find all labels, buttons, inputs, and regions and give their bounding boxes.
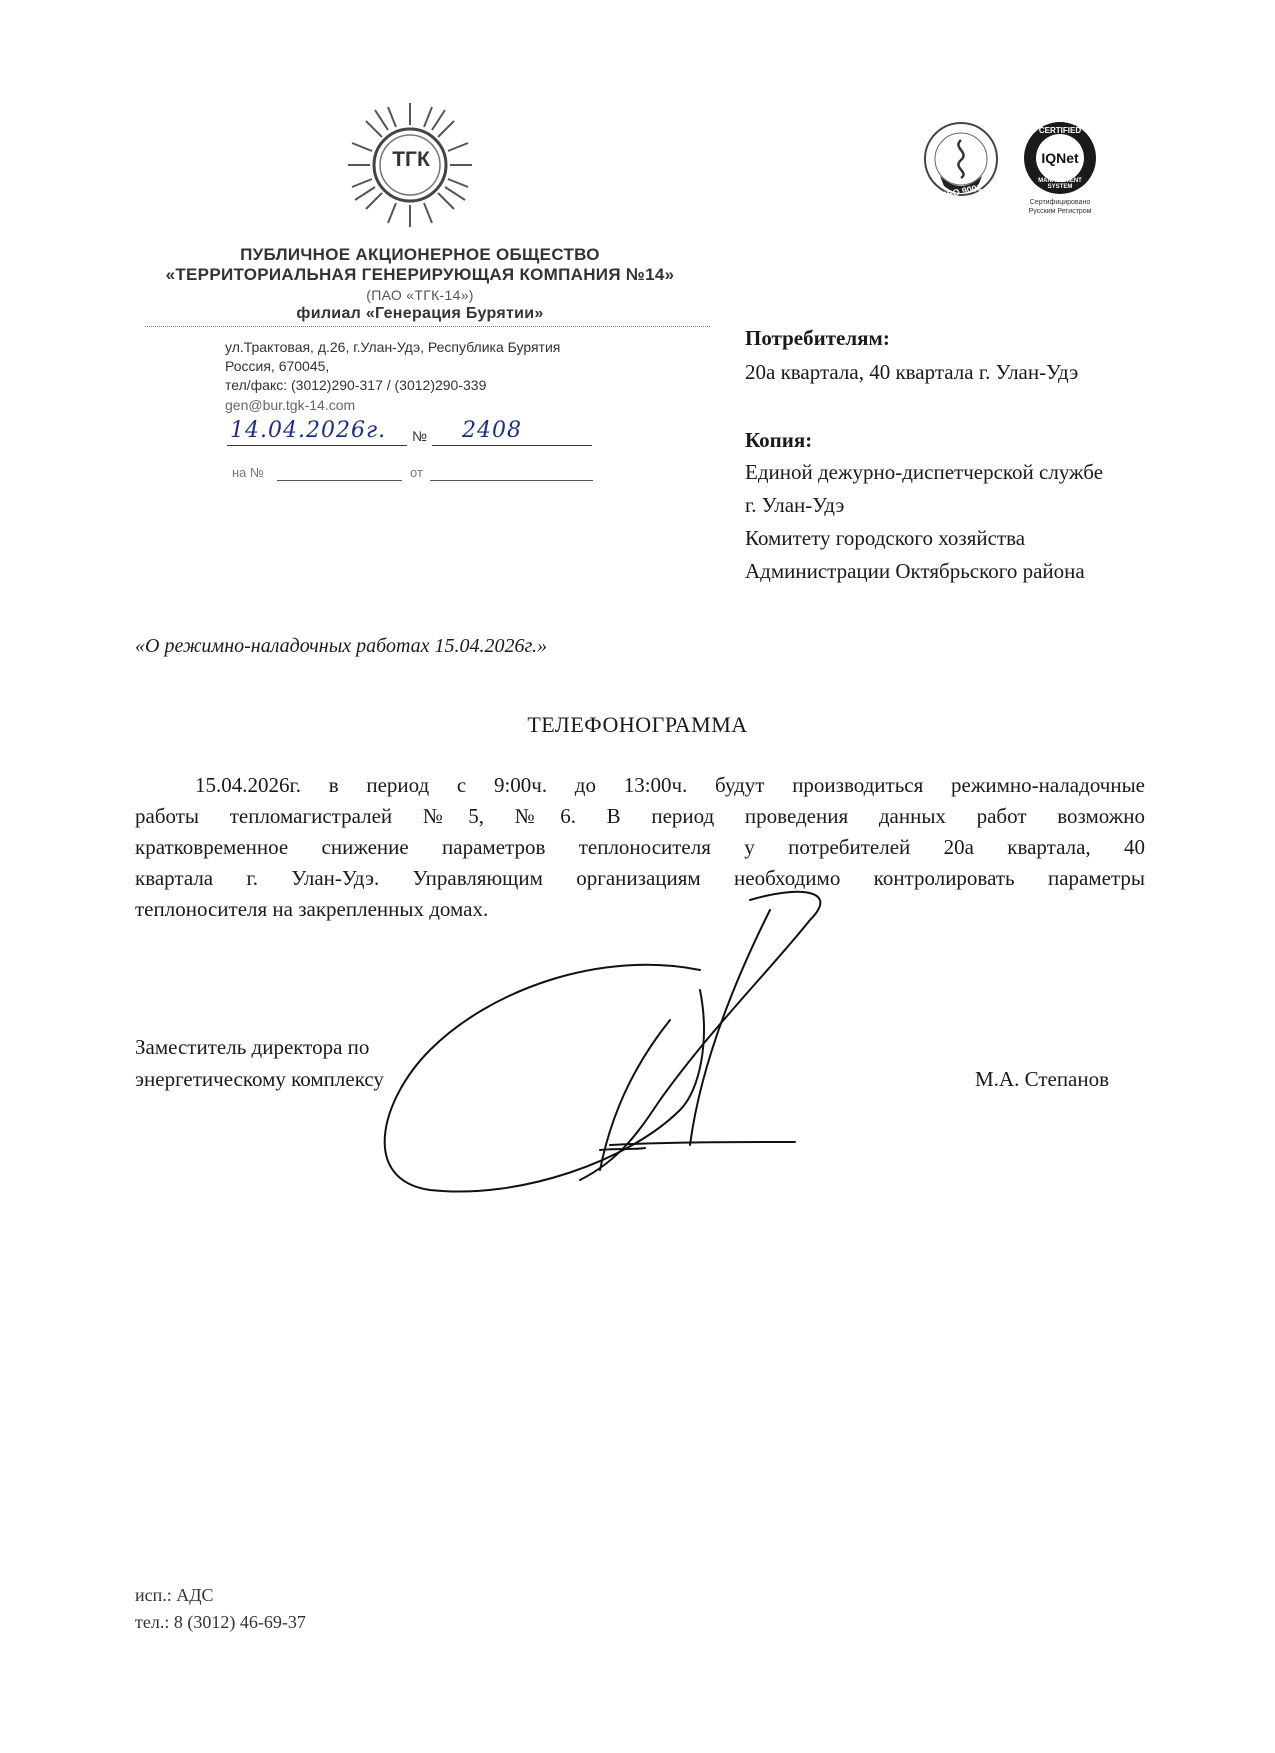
- body-line: теплоносителя на закрепленных домах.: [135, 897, 489, 921]
- signer-name: М.А. Степанов: [975, 1067, 1110, 1091]
- signer-position-line2: энергетическому комплексу: [135, 1067, 384, 1091]
- iso-9001-label: ISO 9001: [943, 182, 983, 200]
- reference-number-line: [277, 480, 402, 481]
- number-label: №: [412, 428, 428, 444]
- org-short-name: (ПАО «ТГК-14»): [366, 287, 474, 303]
- address-line2: Россия, 670045,: [225, 358, 330, 374]
- document-subject: «О режимно-наладочных работах 15.04.2026г.»: [135, 635, 548, 657]
- executor-phone: тел.: 8 (3012) 46-69-37: [135, 1612, 306, 1632]
- handwritten-number: 2408: [462, 418, 522, 443]
- iqnet-certified-label: CERTIFIED: [1038, 126, 1082, 135]
- reference-date-line: [430, 480, 593, 481]
- iqnet-caption-line1: Сертифицировано: [1029, 199, 1091, 206]
- iqnet-name: IQNet: [1041, 150, 1079, 166]
- org-name-line2: «ТЕРРИТОРИАЛЬНАЯ ГЕНЕРИРУЮЩАЯ КОМПАНИЯ №14»: [165, 265, 675, 284]
- consumers-text: 20а квартала, 40 квартала г. Улан-Удэ: [745, 360, 1079, 384]
- executor-line: исп.: АДС: [135, 1585, 214, 1605]
- email-address: gen@bur.tgk-14.com: [225, 397, 356, 413]
- body-line: 15.04.2026г. в период с 9:00ч. до 13:00ч. будут производиться режимно-наладочные: [195, 773, 1145, 797]
- iqnet-management-label: MANAGEMENT SYSTEM: [1038, 178, 1082, 190]
- document-title: ТЕЛЕФОНОГРАММА: [527, 712, 748, 737]
- body-line: работы тепломагистралей №5, №6. В период проведения данных работ возможно: [135, 804, 1145, 828]
- branch-name: филиал «Генерация Бурятии»: [296, 305, 544, 322]
- copy-recipient-line4: Администрации Октябрьского района: [745, 559, 1085, 583]
- copy-recipient-line3: Комитету городского хозяйства: [745, 526, 1026, 550]
- copy-recipient-line1: Единой дежурно-диспетчерской службе: [745, 460, 1104, 484]
- logo-text: ТГК: [392, 148, 430, 171]
- body-line: кратковременное снижение параметров теплоносителя у потребителей 20а квартала, 40: [135, 835, 1145, 859]
- handwritten-date: 14.04.2026г.: [230, 418, 387, 443]
- date-underline: [227, 445, 407, 446]
- copy-label: Копия:: [745, 428, 813, 452]
- number-underline: [432, 445, 592, 446]
- reference-number-label: на №: [232, 465, 264, 480]
- address-line1: ул.Трактовая, д.26, г.Улан-Удэ, Республика Бурятия: [225, 339, 561, 355]
- signer-position-line1: Заместитель директора по: [135, 1035, 370, 1059]
- phone-fax-line: тел/факс: (3012)290-317 / (3012)290-339: [225, 377, 487, 393]
- iqnet-caption-line2: Русским Регистром: [1028, 208, 1092, 215]
- reference-date-label: от: [410, 465, 423, 480]
- header-divider: [145, 326, 710, 327]
- handwritten-signature: [370, 880, 870, 1210]
- body-line: квартала г. Улан-Удэ. Управляющим организациям необходимо контролировать параметры: [135, 866, 1145, 890]
- consumers-label: Потребителям:: [745, 326, 890, 350]
- copy-recipient-line2: г. Улан-Удэ: [745, 493, 845, 517]
- org-name-line1: ПУБЛИЧНОЕ АКЦИОНЕРНОЕ ОБЩЕСТВО: [240, 245, 600, 264]
